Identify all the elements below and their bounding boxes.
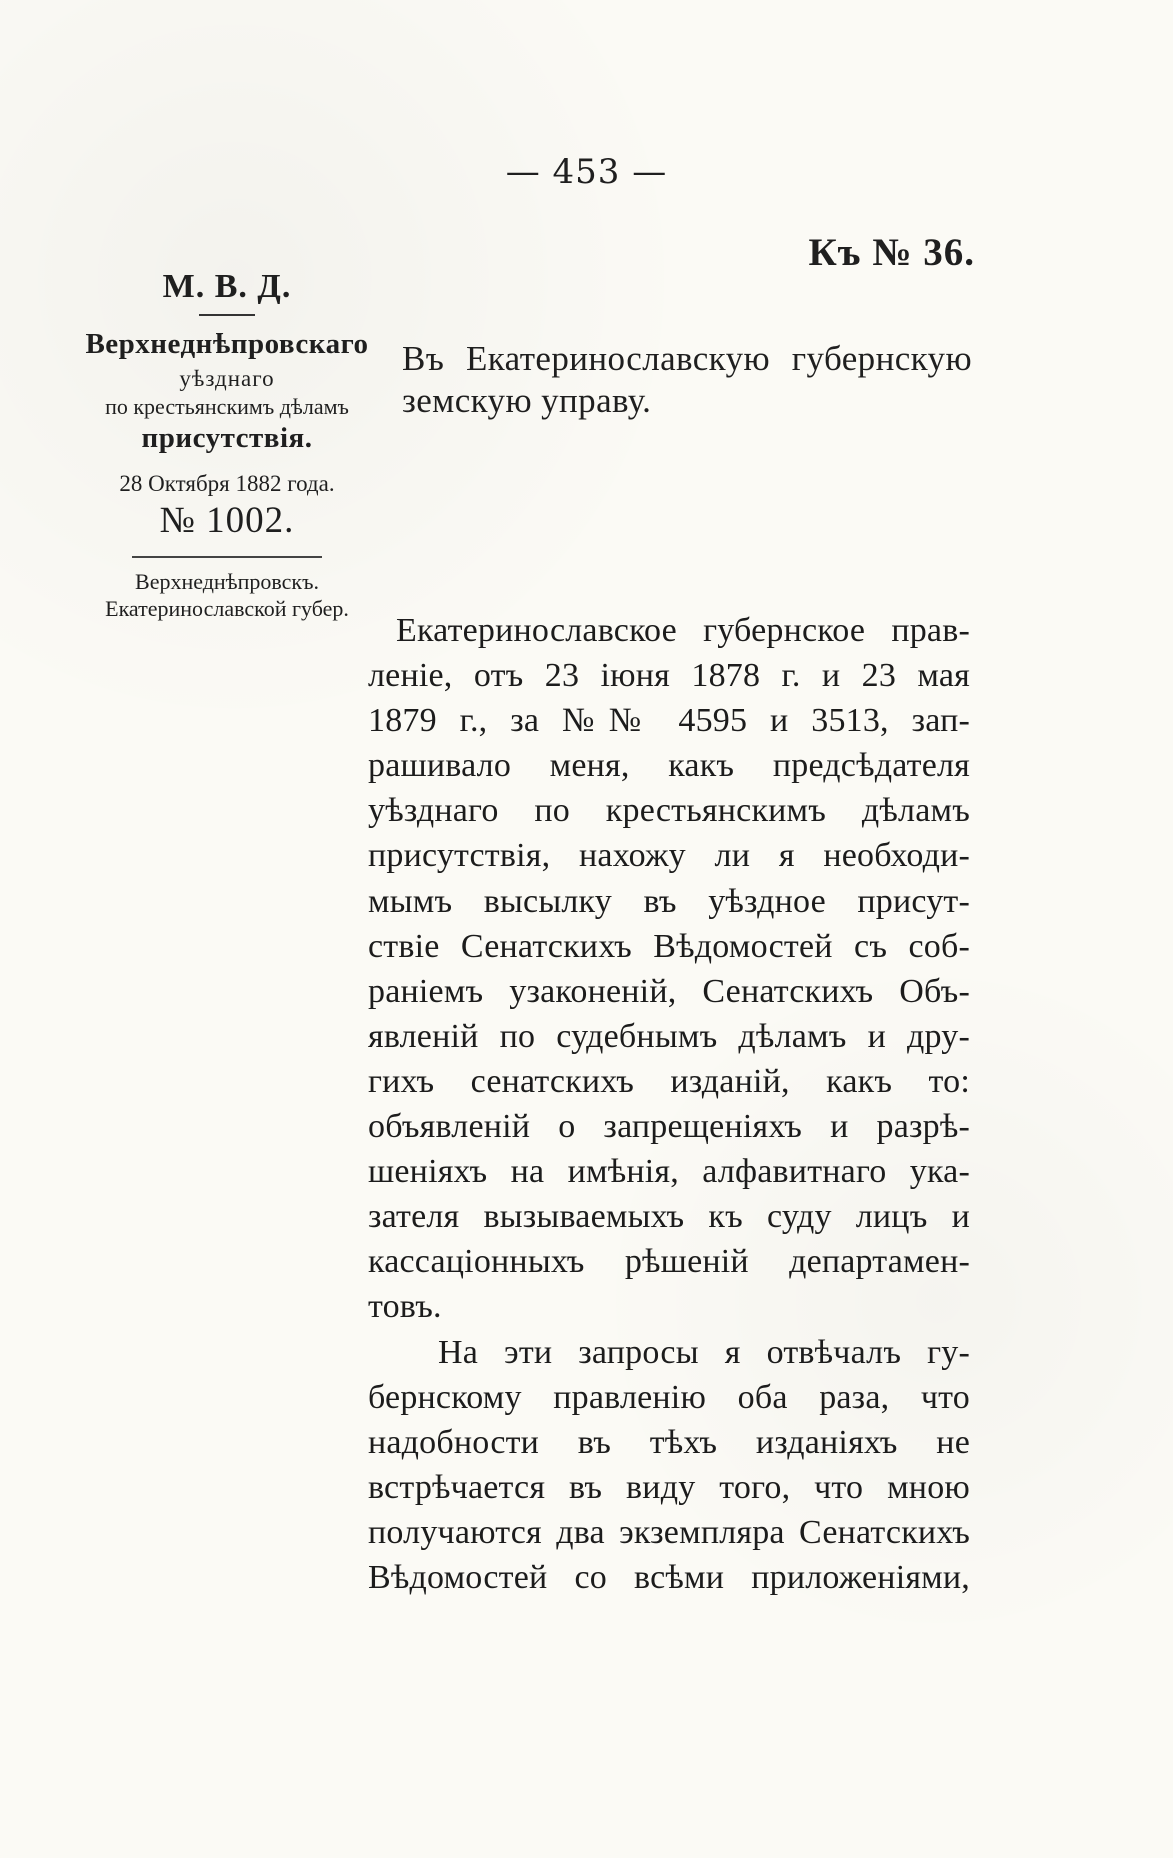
body-text: [368, 608, 970, 1600]
body-line: ствіе Сенатскихъ Вѣдомостей съ соб-: [368, 927, 970, 965]
body-line: бернскому правленію оба раза, что: [368, 1378, 970, 1416]
body-line: леніе, отъ 23 іюня 1878 г. и 23 мая: [368, 657, 970, 695]
body-line: присутствія, нахожу ли я необходи-: [368, 837, 970, 875]
body-line: шеніяхъ на имѣнія, алфавитнаго ука-: [368, 1153, 970, 1191]
body-line: раніемъ узаконеній, Сенатскихъ Объ-: [368, 972, 970, 1010]
body-line: кассаціонныхъ рѣшеній департамен-: [368, 1243, 970, 1281]
authority-line-2: уѣзднаго: [179, 366, 275, 391]
body-line: мымъ высылку въ уѣздное присут-: [368, 882, 970, 920]
city-name: Верхнеднѣпровскъ.: [135, 568, 319, 594]
body-line: рашивало меня, какъ предсѣдателя: [368, 747, 970, 785]
province-name: Екатеринославской губер.: [105, 595, 349, 621]
body-line: явленій по судебнымъ дѣламъ и дру-: [368, 1017, 970, 1055]
document-sidebar: [72, 268, 382, 621]
ministry-abbreviation: М. В. Д.: [162, 268, 292, 305]
document-date: 28 Октября 1882 года.: [119, 471, 335, 496]
body-line: зателя вызываемыхъ къ суду лицъ и: [368, 1198, 970, 1236]
body-line: Екатеринославское губернское прав-: [396, 612, 970, 649]
page-number: — 453 —: [505, 152, 668, 192]
body-line: На эти запросы я отвѣчалъ гу-: [438, 1333, 970, 1371]
body-line: объявленій о запрещеніяхъ и разрѣ-: [368, 1108, 970, 1146]
document-number: № 1002.: [159, 500, 295, 541]
addressee-block: [402, 338, 972, 422]
body-line: товъ.: [368, 1288, 442, 1326]
body-line: надобности въ тѣхъ изданіяхъ не: [368, 1423, 970, 1461]
authority-line-3: по крестьянскимъ дѣламъ: [105, 394, 349, 419]
authority-line-1: Верхнеднѣпровскаго: [85, 328, 369, 360]
body-line: 1879 г., за №№ 4595 и 3513, зап-: [368, 702, 970, 740]
authority-line-4: присутствія.: [141, 422, 313, 454]
ministry-divider: [199, 314, 255, 316]
addressee-line-1: Въ Екатеринославскую губернскую: [402, 339, 972, 378]
body-line: гихъ сенатскихъ изданій, какъ то:: [368, 1062, 970, 1100]
body-line: получаются два экземпляра Сенатскихъ: [368, 1513, 970, 1551]
body-line: Вѣдомостей со всѣми приложеніями,: [368, 1558, 970, 1596]
body-line: уѣзднаго по крестьянскимъ дѣламъ: [368, 792, 970, 830]
body-line: встрѣчается въ виду того, что мною: [368, 1468, 970, 1506]
reference-number: Къ № 36.: [808, 231, 975, 274]
sidebar-divider: [132, 556, 322, 558]
addressee-line-2: земскую управу.: [402, 381, 652, 420]
